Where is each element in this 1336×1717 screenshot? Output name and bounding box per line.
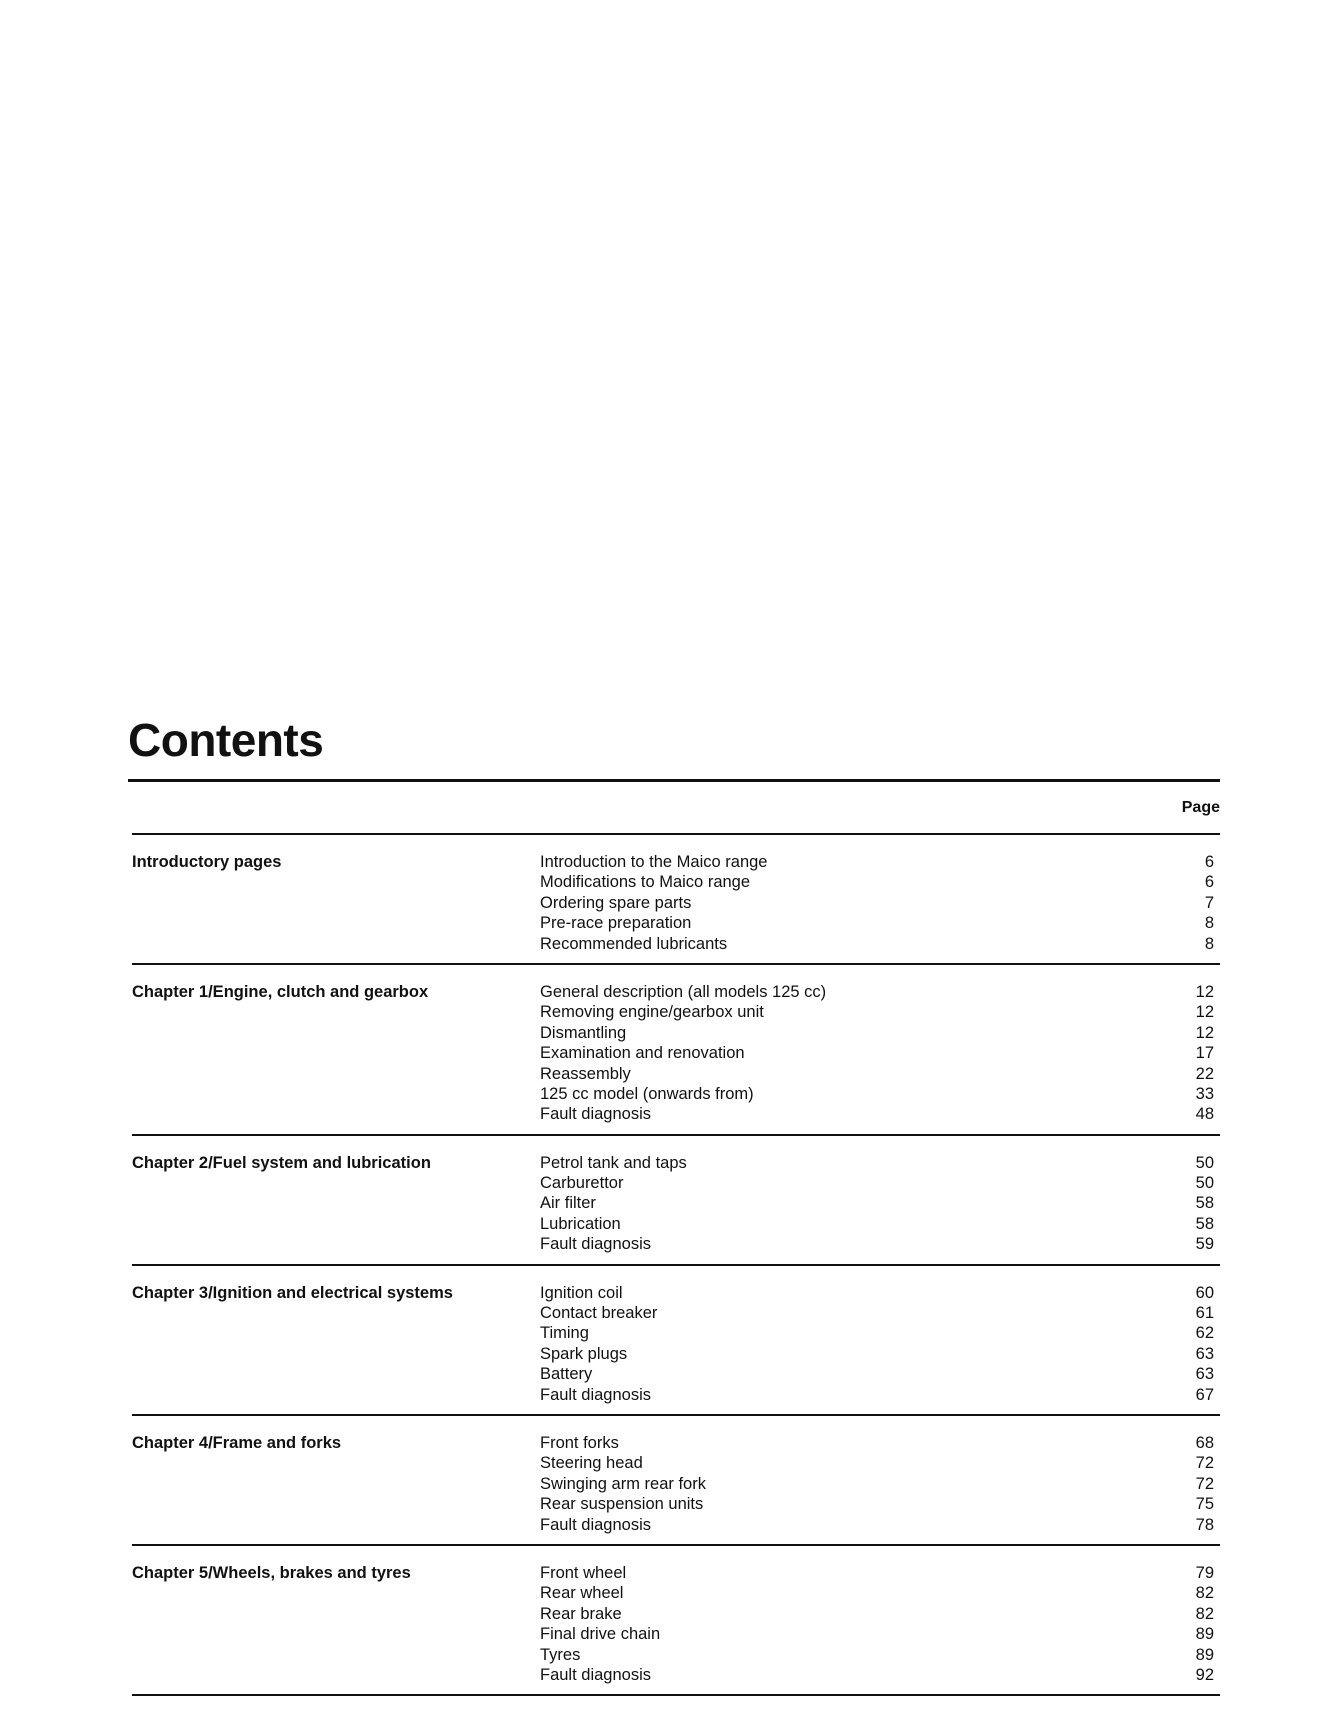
- entry-page-number: 22: [1195, 1064, 1214, 1083]
- entry-page-number: 8: [1204, 914, 1214, 933]
- entry-label: Air filter: [540, 1194, 596, 1213]
- contents-entry: [540, 1494, 1220, 1514]
- entry-label: 125 cc model (onwards from): [540, 1084, 754, 1103]
- entry-label: Fault diagnosis: [540, 1515, 651, 1534]
- entry-page-number: 72: [1195, 1474, 1214, 1493]
- entry-page-number: 92: [1195, 1665, 1214, 1684]
- entry-label: Spark plugs: [540, 1344, 628, 1363]
- entry-label: Reassembly: [540, 1064, 631, 1083]
- entry-label: Rear wheel: [540, 1584, 624, 1603]
- entry-page-number: 17: [1195, 1044, 1214, 1063]
- section-title: Introductory pages: [132, 853, 282, 871]
- contents-sections: [128, 833, 1220, 1696]
- section-title: Chapter 2/Fuel system and lubrication: [132, 1153, 431, 1172]
- entry-label: Contact breaker: [540, 1304, 658, 1323]
- contents-block: [128, 712, 1220, 1696]
- entry-page-number: 50: [1195, 1174, 1214, 1193]
- contents-section: [128, 965, 1220, 1134]
- entry-page-number: 62: [1195, 1324, 1214, 1343]
- entry-page-number: 72: [1195, 1454, 1214, 1473]
- entry-page-number: 59: [1195, 1235, 1214, 1254]
- entry-page-number: 7: [1204, 893, 1214, 912]
- contents-entry: [540, 1344, 1220, 1364]
- entry-label: Timing: [540, 1324, 589, 1343]
- section-title: Chapter 4/Frame and forks: [132, 1433, 342, 1452]
- entry-page-number: 33: [1195, 1084, 1214, 1103]
- section-title: Chapter 3/Ignition and electrical systems: [132, 1283, 453, 1302]
- contents-entry: [540, 1433, 1220, 1453]
- contents-entry: [540, 1323, 1220, 1343]
- contents-entry: [540, 1665, 1220, 1685]
- entry-page-number: 60: [1195, 1283, 1214, 1302]
- section-entries: [540, 852, 1220, 954]
- entry-page-number: 12: [1195, 982, 1214, 1001]
- contents-entry: [540, 1084, 1220, 1104]
- page-column-header: Page: [1181, 799, 1220, 816]
- contents-entry: [540, 1153, 1220, 1173]
- final-rule: [132, 1694, 1220, 1696]
- entry-label: Rear suspension units: [540, 1495, 704, 1514]
- contents-entry: [540, 1173, 1220, 1193]
- entry-page-number: 68: [1195, 1433, 1214, 1452]
- entry-label: Fault diagnosis: [540, 1385, 651, 1404]
- contents-entry: [540, 913, 1220, 933]
- entry-label: Swinging arm rear fork: [540, 1474, 706, 1493]
- entry-page-number: 75: [1195, 1495, 1214, 1514]
- contents-entry: [540, 1515, 1220, 1535]
- entry-label: Petrol tank and taps: [540, 1153, 687, 1172]
- entry-page-number: 50: [1195, 1153, 1214, 1172]
- page-column-header-row: [128, 782, 1220, 833]
- entry-page-number: 58: [1195, 1194, 1214, 1213]
- entry-page-number: 82: [1195, 1584, 1214, 1603]
- entry-label: Lubrication: [540, 1214, 621, 1233]
- entry-page-number: 82: [1195, 1604, 1214, 1623]
- entry-label: Dismantling: [540, 1023, 627, 1042]
- contents-entry: [540, 1043, 1220, 1063]
- entry-label: Modifications to Maico range: [540, 873, 751, 892]
- contents-entry: [540, 893, 1220, 913]
- entry-page-number: 79: [1195, 1563, 1214, 1582]
- contents-entry: [540, 1064, 1220, 1084]
- contents-entry: [540, 1624, 1220, 1644]
- contents-entry: [540, 934, 1220, 954]
- entry-label: Removing engine/gearbox unit: [540, 1003, 764, 1022]
- entry-page-number: 58: [1195, 1214, 1214, 1233]
- page-title: Contents: [128, 714, 324, 766]
- entry-label: Introduction to the Maico range: [540, 853, 768, 871]
- contents-section: [128, 835, 1220, 963]
- entry-page-number: 67: [1195, 1385, 1214, 1404]
- contents-entry: [540, 1214, 1220, 1234]
- entry-page-number: 63: [1195, 1344, 1214, 1363]
- section-entries: [540, 1433, 1220, 1535]
- contents-entry: [540, 852, 1220, 872]
- contents-section: [128, 1266, 1220, 1414]
- entry-page-number: 12: [1195, 1003, 1214, 1022]
- entry-label: Examination and renovation: [540, 1044, 745, 1063]
- contents-section: [128, 1416, 1220, 1544]
- contents-entry: [540, 982, 1220, 1002]
- entry-page-number: 12: [1195, 1023, 1214, 1042]
- entry-label: Front forks: [540, 1433, 619, 1452]
- entry-label: Final drive chain: [540, 1625, 661, 1644]
- entry-label: Fault diagnosis: [540, 1235, 651, 1254]
- contents-entry: [540, 1193, 1220, 1213]
- contents-section: [128, 1136, 1220, 1264]
- entry-label: General description (all models 125 cc): [540, 982, 827, 1001]
- contents-entry: [540, 1604, 1220, 1624]
- contents-entry: [540, 1002, 1220, 1022]
- contents-entry: [540, 1645, 1220, 1665]
- entry-page-number: 6: [1204, 873, 1214, 892]
- contents-entry: [540, 1385, 1220, 1405]
- contents-section: [128, 1546, 1220, 1694]
- contents-entry: [540, 1563, 1220, 1583]
- section-entries: [540, 982, 1220, 1125]
- section-entries: [540, 1153, 1220, 1255]
- entry-page-number: 89: [1195, 1645, 1214, 1664]
- entry-label: Fault diagnosis: [540, 1665, 651, 1684]
- contents-entry: [540, 1303, 1220, 1323]
- entry-page-number: 61: [1195, 1304, 1214, 1323]
- entry-label: Battery: [540, 1365, 593, 1384]
- entry-page-number: 63: [1195, 1365, 1214, 1384]
- section-entries: [540, 1283, 1220, 1405]
- section-entries: [540, 1563, 1220, 1685]
- contents-entry: [540, 872, 1220, 892]
- entry-label: Rear brake: [540, 1604, 622, 1623]
- contents-entry: [540, 1364, 1220, 1384]
- entry-label: Steering head: [540, 1454, 643, 1473]
- contents-entry: [540, 1104, 1220, 1124]
- contents-entry: [540, 1453, 1220, 1473]
- entry-label: Tyres: [540, 1645, 581, 1664]
- entry-label: Ordering spare parts: [540, 893, 692, 912]
- contents-entry: [540, 1023, 1220, 1043]
- contents-entry: [540, 1583, 1220, 1603]
- entry-label: Fault diagnosis: [540, 1105, 651, 1124]
- entry-page-number: 6: [1204, 853, 1214, 871]
- entry-label: Ignition coil: [540, 1283, 623, 1302]
- entry-page-number: 48: [1195, 1105, 1214, 1124]
- contents-entry: [540, 1474, 1220, 1494]
- entry-label: Recommended lubricants: [540, 934, 728, 953]
- entry-page-number: 89: [1195, 1625, 1214, 1644]
- section-title: Chapter 5/Wheels, brakes and tyres: [132, 1563, 411, 1582]
- contents-entry: [540, 1283, 1220, 1303]
- entry-label: Pre-race preparation: [540, 914, 692, 933]
- entry-page-number: 78: [1195, 1515, 1214, 1534]
- entry-label: Front wheel: [540, 1563, 627, 1582]
- entry-page-number: 8: [1204, 934, 1214, 953]
- section-title: Chapter 1/Engine, clutch and gearbox: [132, 982, 429, 1001]
- contents-entry: [540, 1234, 1220, 1254]
- entry-label: Carburettor: [540, 1174, 624, 1193]
